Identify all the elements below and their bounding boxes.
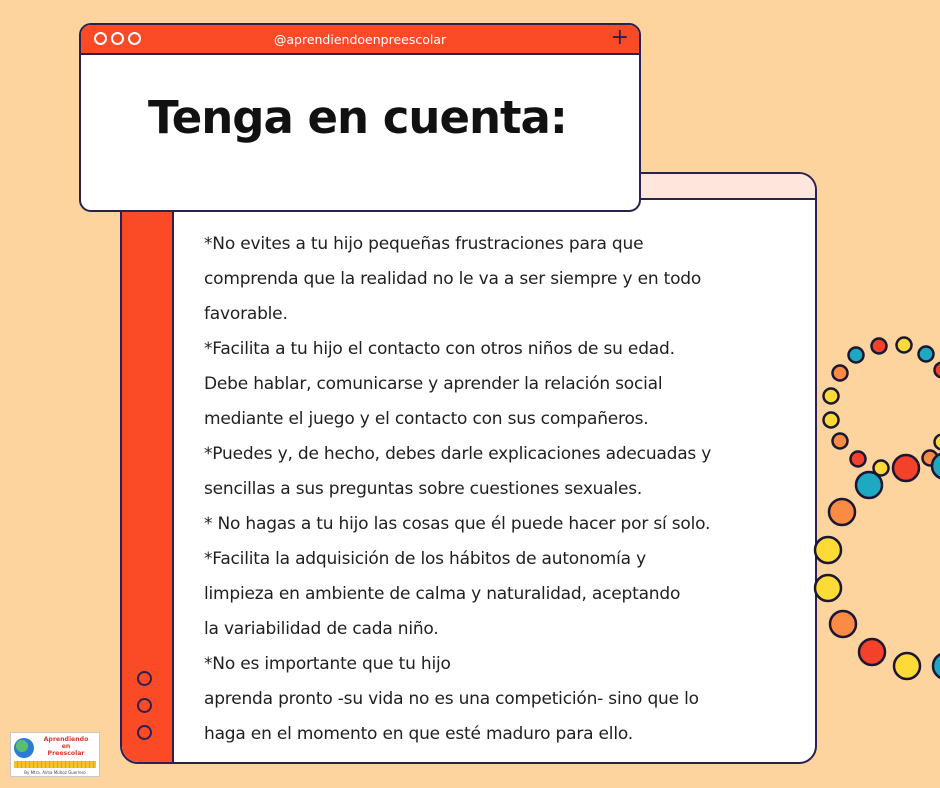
bead-icon xyxy=(872,339,887,354)
bead-icon xyxy=(815,575,841,601)
bead-icon xyxy=(935,363,940,378)
bead-icon xyxy=(893,455,919,481)
text-line: sencillas a sus preguntas sobre cuestiones sexuales. xyxy=(204,479,643,499)
bead-icon xyxy=(833,434,848,449)
bead-icon xyxy=(829,499,855,525)
text-line: mediante el juego y el contacto con sus compañeros. xyxy=(204,409,649,429)
bead-icon xyxy=(894,653,920,679)
bead-icon xyxy=(833,366,848,381)
globe-icon xyxy=(14,738,34,758)
ruler-icon xyxy=(14,761,96,768)
logo-subtitle: By Mtra. Alma Muñoz Guerrero xyxy=(24,770,86,775)
text-line: *No evites a tu hijo pequeñas frustraciones para que xyxy=(204,234,644,254)
bead-icon xyxy=(856,472,882,498)
text-line: aprenda pronto -su vida no es una competición- sino que lo xyxy=(204,689,699,709)
bead-icon xyxy=(935,435,940,450)
text-line: limpieza en ambiente de calma y naturalidad, aceptando xyxy=(204,584,681,604)
social-handle: @aprendiendoenpreescolar xyxy=(273,32,447,47)
bead-icon xyxy=(830,611,856,637)
page-title: Tenga en cuenta: xyxy=(148,91,567,144)
bead-icon xyxy=(859,639,885,665)
bead-icon xyxy=(897,338,912,353)
text-line: Debe hablar, comunicarse y aprender la relación social xyxy=(204,374,663,394)
bead-icon xyxy=(824,389,839,404)
bead-icon xyxy=(815,537,841,563)
text-line: *Facilita a tu hijo el contacto con otros niños de su edad. xyxy=(204,339,675,359)
bead-icon xyxy=(849,348,864,363)
text-line: * No hagas a tu hijo las cosas que él puede hacer por sí solo. xyxy=(204,514,711,534)
bead-icon xyxy=(824,413,839,428)
plus-icon: + xyxy=(610,25,629,50)
bead-icon xyxy=(919,347,934,362)
logo-text-line: Aprendiendo xyxy=(43,736,89,743)
text-line: *Facilita la adquisición de los hábitos de autonomía y xyxy=(204,549,646,569)
text-line: favorable. xyxy=(204,304,288,324)
brand-logo xyxy=(10,732,100,777)
logo-text-line: Preescolar xyxy=(47,750,85,757)
bead-icon xyxy=(933,653,940,679)
logo-text xyxy=(35,736,97,757)
logo-text-line: en xyxy=(61,743,71,750)
text-line: *No es importante que tu hijo xyxy=(204,654,451,674)
text-line: *Puedes y, de hecho, debes darle explicaciones adecuadas y xyxy=(204,444,712,464)
text-line: la variabilidad de cada niño. xyxy=(204,619,439,639)
text-line: comprenda que la realidad no le va a ser siempre y en todo xyxy=(204,269,702,289)
bead-icon xyxy=(851,452,866,467)
text-line: haga en el momento en que esté maduro para ello. xyxy=(204,724,633,744)
